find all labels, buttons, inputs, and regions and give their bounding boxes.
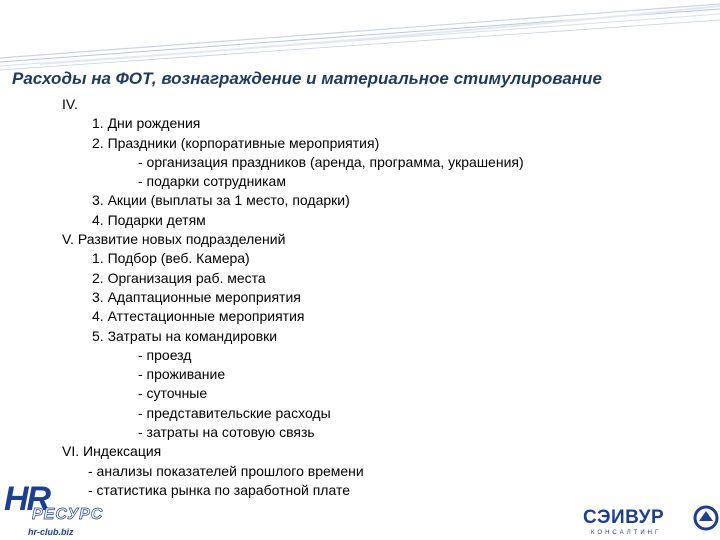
- list-item: 2. Организация раб. места: [92, 269, 266, 286]
- list-item: 1. Дни рождения: [92, 115, 201, 132]
- logo-resurs-text: РЕСУРС: [32, 506, 104, 523]
- list-item: - проживание: [138, 366, 226, 383]
- slide-content-list: [62, 95, 662, 500]
- list-item: 3. Акции (выплаты за 1 место, подарки): [92, 192, 350, 209]
- hr-resurs-logo: [2, 480, 117, 540]
- logo-brand-subtitle: КОНСАЛТИНГ: [591, 530, 662, 536]
- saivur-emblem-icon: [693, 505, 719, 531]
- list-item: 4. Подарки детям: [92, 211, 206, 228]
- list-item: - подарки сотрудникам: [138, 173, 286, 190]
- list-item: 2. Праздники (корпоративные мероприятия): [92, 134, 380, 151]
- logo-hr-text: HR: [4, 480, 50, 518]
- list-item: 3. Адаптационные мероприятия: [92, 288, 301, 305]
- list-item: 4. Аттестационные мероприятия: [92, 308, 305, 325]
- list-item: VI. Индексация: [62, 443, 162, 460]
- header-swoosh-decoration: [0, 0, 720, 80]
- slide-title: Расходы на ФОТ, вознаграждение и материальное стимулирование: [12, 69, 602, 88]
- list-item: - представительские расходы: [138, 404, 331, 421]
- list-item: 1. Подбор (веб. Камера): [92, 250, 250, 267]
- list-item: V. Развитие новых подразделений: [62, 231, 286, 248]
- list-item: IV.: [62, 96, 78, 112]
- list-item: - затраты на сотовую связь: [138, 424, 315, 441]
- list-item: 5. Затраты на командировки: [92, 327, 278, 344]
- logo-site-text: hr-club.biz: [28, 527, 74, 537]
- list-item: - проезд: [138, 346, 192, 363]
- list-item: - суточные: [138, 385, 208, 402]
- saivur-logo: [583, 505, 720, 540]
- logo-brand-name: СЭИВУР: [583, 507, 665, 528]
- list-item: - статистика рынка по заработной плате: [88, 481, 350, 498]
- list-item: - анализы показателей прошлого времени: [88, 462, 364, 479]
- list-item: - организация праздников (аренда, программа, украшения): [138, 153, 524, 170]
